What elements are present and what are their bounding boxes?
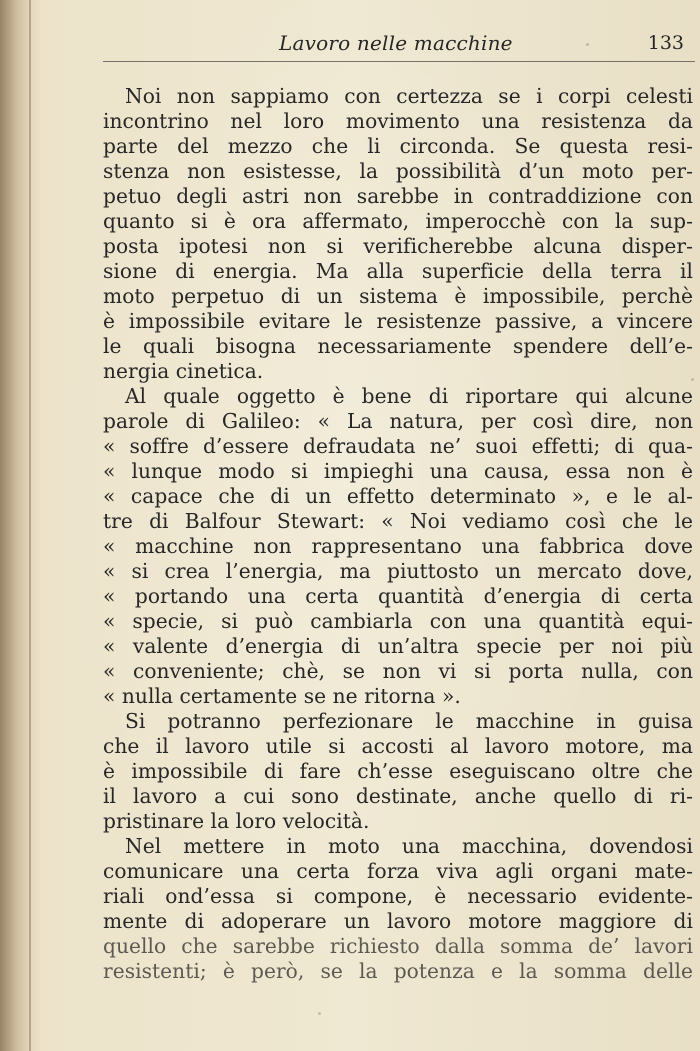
paper-speck xyxy=(691,378,694,381)
text-line: « lunque modo si impieghi una causa, essa non è xyxy=(103,459,693,483)
text-line: il lavoro a cui sono destinate, anche quello di ri- xyxy=(103,784,693,808)
body-text xyxy=(103,84,693,984)
text-line: è impossibile evitare le resistenze passive, a vincere xyxy=(103,309,693,333)
text-line: petuo degli astri non sarebbe in contraddizione con xyxy=(103,184,693,208)
running-head xyxy=(103,31,690,59)
text-line: che il lavoro utile si accosti al lavoro motore, ma xyxy=(103,734,693,758)
text-line: riali ond’essa si compone, è necessario evidente- xyxy=(103,884,693,908)
text-line: « specie, si può cambiarla con una quantità equi- xyxy=(103,609,693,633)
paper-speck xyxy=(586,43,589,46)
text-line: mente di adoperare un lavoro motore maggiore di xyxy=(103,909,693,933)
text-line: « nulla certamente se ne ritorna ». xyxy=(103,684,461,708)
header-rule xyxy=(103,61,695,62)
text-line: Noi non sappiamo con certezza se i corpi celesti xyxy=(125,84,693,108)
text-line: parte del mezzo che li circonda. Se questa resi- xyxy=(103,134,693,158)
page-number: 133 xyxy=(647,32,684,54)
text-line: quello che sarebbe richiesto dalla somma de’ lavori xyxy=(103,934,693,958)
text-line: nergia cinetica. xyxy=(103,359,264,383)
text-line: « valente d’energia di un’altra specie per noi più xyxy=(103,634,693,658)
text-line: incontrino nel loro movimento una resistenza da xyxy=(103,109,693,133)
text-line: le quali bisogna necessariamente spendere dell’e- xyxy=(103,334,693,358)
text-line: Si potranno perfezionare le macchine in guisa xyxy=(125,709,693,733)
text-line: « macchine non rappresentano una fabbrica dove xyxy=(103,534,693,558)
text-line: quanto si è ora affermato, imperocchè con la sup- xyxy=(103,209,693,233)
text-line: « conveniente; chè, se non vi si porta nulla, con xyxy=(103,659,693,683)
text-line: resistenti; è però, se la potenza e la somma delle xyxy=(103,959,693,983)
text-line: Al quale oggetto è bene di riportare qui alcune xyxy=(125,384,693,408)
running-title: Lavoro nelle macchine xyxy=(279,31,513,55)
text-line: « capace che di un effetto determinato », e le al- xyxy=(103,484,693,508)
paper-speck xyxy=(318,1012,321,1015)
text-line: è impossibile di fare ch’esse eseguiscano oltre che xyxy=(103,759,693,783)
spine-shadow xyxy=(0,0,32,1051)
text-line: moto perpetuo di un sistema è impossibile, perchè xyxy=(103,284,693,308)
text-line: parole di Galileo: « La natura, per così dire, non xyxy=(103,409,693,433)
text-line: « soffre d’essere defraudata ne’ suoi effetti; di qua- xyxy=(103,434,693,458)
text-line: sione di energia. Ma alla superficie della terra il xyxy=(103,259,693,283)
spine-line xyxy=(29,0,31,1051)
text-line: comunicare una certa forza viva agli organi mate- xyxy=(103,859,693,883)
text-line: « si crea l’energia, ma piuttosto un mercato dove, xyxy=(103,559,693,583)
text-line: pristinare la loro velocità. xyxy=(103,809,370,833)
text-line: tre di Balfour Stewart: « Noi vediamo così che le xyxy=(103,509,693,533)
text-line: Nel mettere in moto una macchina, dovendosi xyxy=(125,834,693,858)
text-line: « portando una certa quantità d’energia di certa xyxy=(103,584,693,608)
text-line: posta ipotesi non si verificherebbe alcuna disper- xyxy=(103,234,693,258)
text-line: stenza non esistesse, la possibilità d’un moto per- xyxy=(103,159,693,183)
